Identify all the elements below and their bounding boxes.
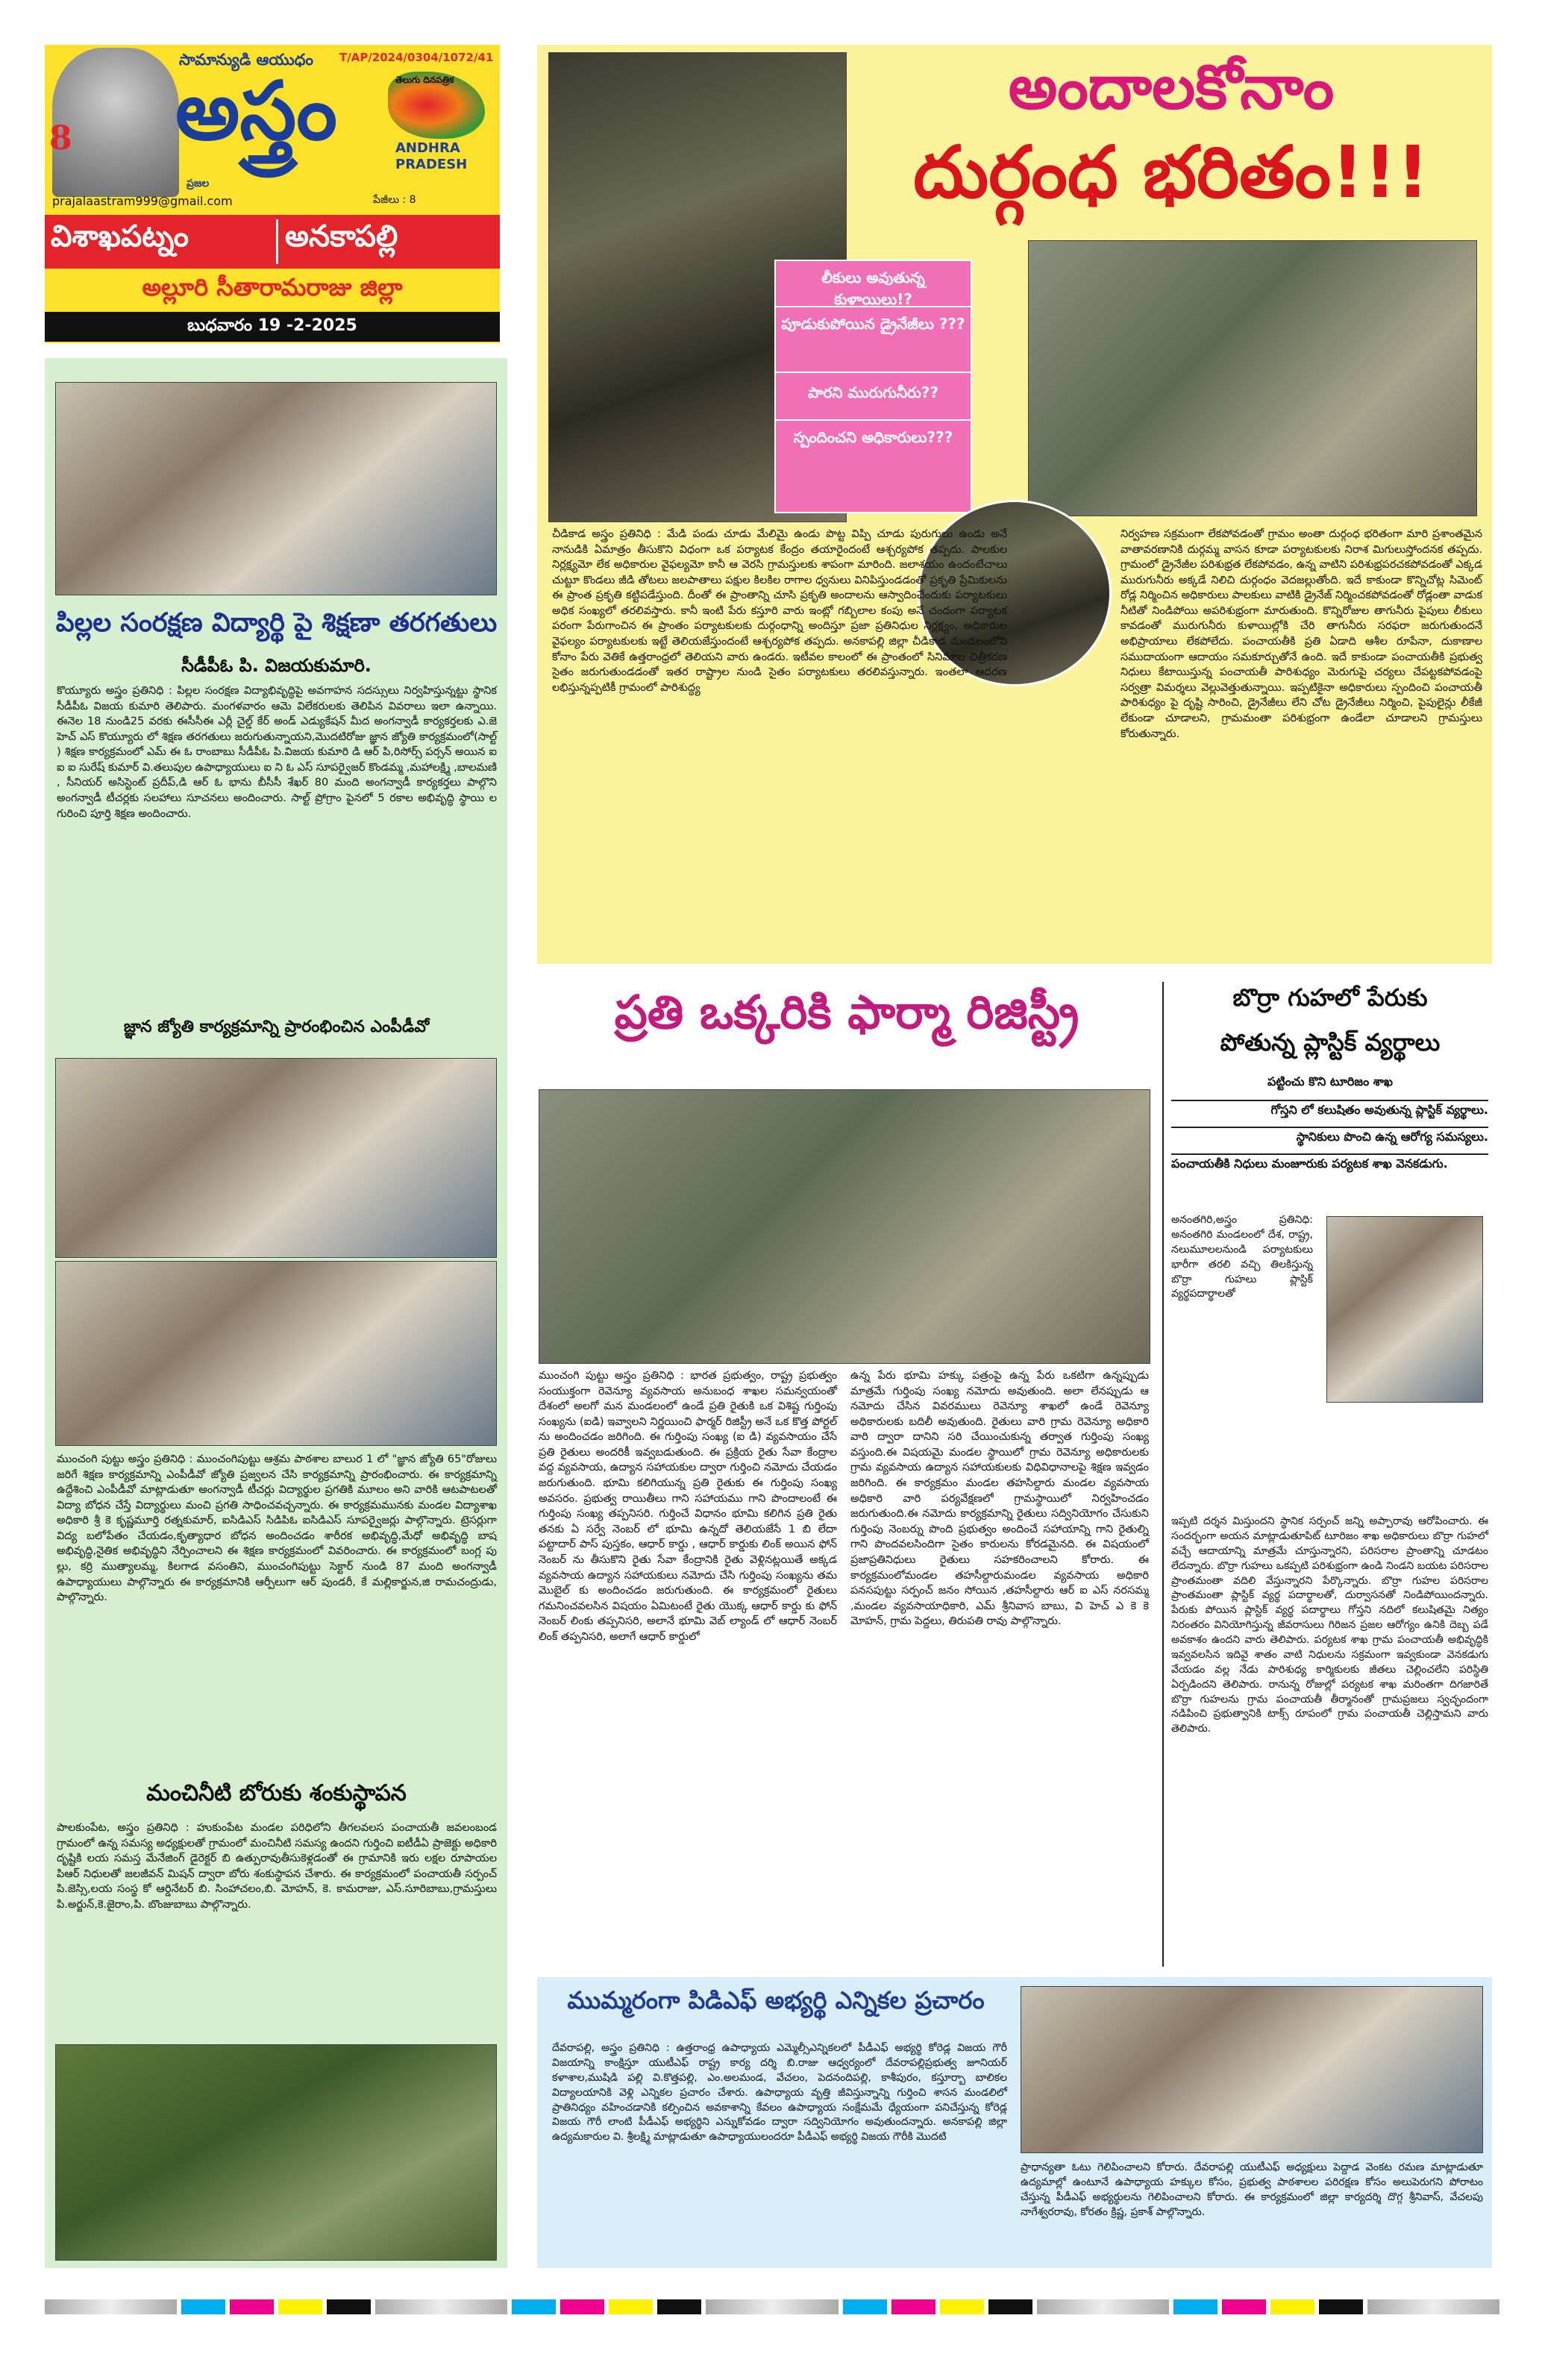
district-divider xyxy=(276,219,278,264)
kona-highlight-4: స్పందించని అధికారులు??? xyxy=(793,428,953,446)
bottom-article-col1: దేవరాపల్లి, అస్త్రం ప్రతినిధి : ఉత్తరాంధ్ర ఉపాధ్యాయ ఎమ్మెల్సీఎన్నికలలో పీడీఎఫ్ అభ్యర్థి కోరెడ్ల విజయ గౌరీ విజయాన్ని కాంక్షిస్తూ యుటీఎఫ్ రాష్ట్ర కార్య దర్శి బి.రాజు ఆధ్వర్యంలో దేవరాపల్లిప్రభుత్వ జూనియర్ కళాశాల,ముషిడి పల్లి వి.కొత్తపల్లి, ఎం.అలమండ, వేచలం, పెదనందిపల్లి, కాశీపురం, కస్తూర్బా బాలికల విద్యాలయానికి వెళ్లి ఎన్నికల ప్రచారం చేశారు. ఉపాధ్యాయ వృత్తి జీవిస్తున్నాన్ని గుర్తించి శాసన మండలిలో ప్రాతినిధ్యం వహించడానికి కల్పించిన అవకాశాన్ని కేవలం ఉపాధ్యాయ సంక్షేమమే ధ్యేయంగా పనిచేస్తున్న కోరెడ్ల విజయ గౌరీ లాంటి పీడీఎఫ్ అభ్యర్థిని ఎన్నుకోవడం ద్వారా సద్వినియోగం అవుతుందన్నారు. అనకాపల్లి జిల్లా ఉద్యమకారుల వి. శ్రీలక్ష్మి మాట్లాడుతూ ఉపాధ్యాయులందరూ పీడీఎఫ్ అభ్యర్థి విజయ గౌరీకి మొదటి xyxy=(552,2042,1007,2143)
photo-pdf-campaign xyxy=(1021,1986,1483,2153)
right-highlight-sep-3 xyxy=(1171,1153,1488,1155)
kona-title-1: అందాలకోనాం xyxy=(1008,52,1335,123)
right-article-title-1: బొర్రా గుహలో పేరుకు xyxy=(1232,983,1428,1012)
issue-date: బుధవారం 19 -2-2025 xyxy=(187,316,357,335)
middle-article-col1: ముంచంగి పుట్టు అస్త్రం ప్రతినిధి : భారత ప్రభుత్వం, రాష్ట్ర ప్రభుత్వం సంయుక్తంగా రెవెన్యూ వ్యవసాయ అనుబంధ శాఖల సమన్వయంతో దేశంలో అలగో మన మండలంలో ఉండే ప్రతి రైతుకి ఒక విశిష్ట గుర్తింపు సంఖ్యను (ఐడి) ఇవ్వాలని నిర్ణయించి ఫార్మర్ రిజిస్ట్రీ అనే ఒక కొత్త పోర్టల్ ను అందించడం జరిగింది. ఈ గుర్తింపు సంఖ్య (ఐ డి) వ్యవసాయం చేసే ప్రతి రైతులు అందరికీ ఇవ్వబడుతుంది. ఈ ప్రక్రియ రైతు సేవా కేంద్రాల వద్ద వ్యవసాయ, ఉద్యాన సహాయకుల ద్వారా గుర్తించి నమోదు చేయడం జరుగుతుంది. భూమి కలిగియున్న ప్రతి రైతుకు ఈ గుర్తింపు సంఖ్య అవసరం. ప్రభుత్వ రాయితీలు గాని సహాయము గాని పొందాలంటే ఈ గుర్తింపు సంఖ్య తప్పనిసరి. గుర్తించే విధానం భూమి కలిగిన ప్రతి రైతు తనకు ఏ సర్వే నెంబర్ లో భూమి ఉన్నదో తెలియజేసే 1 బి లేదా పట్టాదార్ పాస్ పుస్తకం, ఆధార్ కార్డు , ఆధార్ కార్డుకు లింక్ అయిన ఫోన్ నెంబర్ ను తీసుకొని రైతు సేవా కేంద్రానికి రైతు వెళ్లినట్లయితే అక్కడ వ్యవసాయ ఉద్యాన సహాయకులు నమోదు చేసి గుర్తింపు సంఖ్యను తమ మొబైల్ కు అందించడం జరుగుతుంది. ఈ కార్యక్రమంలో రైతులు గమనించవలసిన విషయం ఏమిటంటే రైతు యొక్క ఆధార్ కార్డు కు ఫోన్ నెంబర్ లింకు తప్పనిసరి, అలానే భూమి వెబ్ ల్యాండ్ లో ఆధార్ నెంబర్ లింక్ తప్పనిసరి, అలాగే ఆధార్ కార్డులో xyxy=(539,1370,837,1643)
kona-body-col1: చీడికాడ అస్త్రం ప్రతినిధి : మేడి పండు చూడు మేలిమై ఉండు పొట్ట విప్పి చూడు పురుగులు ఉండు అనే నానుడికి ఏమాత్రం తీసుకొని విధంగా ఒక పర్యాటక కేంద్రం తయారైందంటే ఆశ్చర్యపోక తప్పదు. పాలకుల నిర్లక్ష్యమో లేక అధికారుల వైఫల్యమో కానీ ఆ వెరసి గ్రామస్తులకు శాపంగా మారింది. జలాశయం ఉందంటేచాలు చుట్టూ కొండలు జీడి తోటలు జలపాతాలు పక్షుల కిలకిల రాగాల ధ్వనులు వినిపిస్తుండడంతో ప్రకృతి ప్రేమికులను ఈ ప్రాంత ప్రకృతి కట్టిపడేస్తుంది. దీంతో ఈ ప్రాంతాన్ని చూసి ప్రకృతి అందాలను ఆస్వాదించేందుకు పర్యాటకులు అధిక సంఖ్యలో తరలివస్తారు. కానీ ఇంటి పేరు కస్తూరి వారు ఇంట్లో గబ్బిలాల కంపు అనే చందంగా పర్యాటక పరంగా పేరుగాంచిన ఈ ప్రాంతం పర్యాటకులకు దుర్గంధాన్ని అందిస్తూ ప్రజా ప్రతినిధుల నిర్లక్ష్యం, అధికారుల వైఫల్యం పర్యాటకులకు ఇట్టే తెలియజేస్తుందంటే ఆశ్చర్యపోక తప్పదు. అనకాపల్లి జిల్లా చీడికాడ మండలంలోని కోనాం పేరు వెతికే ఉత్తరాంధ్రలో తెలియని వారు ఉండరు. ఇటీవల కాలంలో ఈ ప్రాంతంలో సినిమాల చిత్రీకరణ సైతం జరుగుతుండడంతో ఇతర రాష్ట్రాల నుండి సైతం పర్యాటకులు తరలివస్తున్నారు. ఇంతలా ఆదరణ లభిస్తున్నప్పటికీ గ్రామంలో పారిశుద్ధ్య xyxy=(552,528,1007,694)
left-article-2-title: జ్ఞాన జ్యోతి కార్యక్రమాన్ని ప్రారంభించిన ఎంపీడీవో xyxy=(123,1018,430,1036)
kona-highlight-1: లీకులు అవుతున్న కుళాయిలు!? xyxy=(776,261,971,307)
kona-body-col2: నిర్వహణ సక్రమంగా లేకపోవడంతో గ్రామం అంతా దుర్గంధ భరితంగా మారి ప్రశాంతమైన వాతావరణానికి దుర్గమ్మ వాసన కూడా పర్యాటకులకు నిరాశ మిగులుస్తోందనక తప్పదు. గ్రామంలో డ్రైనేజీల పరిశుభ్రత లేకపోవడం, ఉన్న వాటిని పరిశుభ్రపరచకపోవడంతో ఎక్కడ మురుగునీరు అక్కడే నిలిచి దుర్గంధం వెదజల్లుతోంది. ఇదే కాకుండా కొన్నిచోట్ల సిమెంట్ రోడ్ల నిర్మించిన అధికారులు పాలకులు వాటికి డ్రైనేజ్ నిర్మించకపోవడంతో రోడ్లంతా వాడుక నీటితో నిండిపోయి అపరిశుభ్రంగా మారుతుంది. కొన్నిరోజుల తాగునీరు పైపులు లీకులు కావడంతో మురుగునీరు కుళాయిల్లోకి చేరి తాగునీరు సరఫరా జరుగుతుందనే అభిప్రాయాలు లేకపోలేదు. పంచాయతీకి ప్రతి ఏడాది ఆశీల రూపేనా, దుకాణాల సముదాయంగా ఆదాయం సమకూర్చుతోనే ఉంది. ఇదే కాకుండా పంచాయతీకి ప్రభుత్వ నిధులు కేటాయిస్తున్న పంచాయతీ పారిశుధ్యం మెరుగుపై చర్యలు చేపట్టకపోవడంపై సర్వత్రా విమర్శలు వెల్లువెత్తుతున్నాయి. ఇప్పటికైనా అధికారులు స్పందించి పంచాయతీ పారిశుధ్యం పై దృష్టి సారించి, డ్రైనేజీలు లేని చోట డ్రైనేజీలు నిర్మించి, పైపులైన్లు లీకేజీ లేకుండా చూడాలని, గ్రామమంతా పరిశుభ్రంగా ఉండేలా చూడాలని గ్రామస్తులు కోరుతున్నారు. xyxy=(1121,528,1482,740)
photo-gnana-jyothi-2 xyxy=(55,1261,497,1446)
bottom-article-title: ముమ్మరంగా పిడిఎఫ్ అభ్యర్థి ఎన్నికల ప్రచారం xyxy=(567,1986,985,2014)
right-highlight-3: స్థానికులు పొంచి ఉన్న ఆరోగ్య సమస్యలు. xyxy=(1296,1130,1488,1144)
color-registration-bar xyxy=(45,2299,1499,2316)
registration-number: T/AP/2024/0304/1072/41 xyxy=(339,51,494,64)
photo-borewell-site xyxy=(55,2044,497,2261)
photo-farmer-registry xyxy=(539,1089,1150,1364)
state-line2: PRADESH xyxy=(395,157,468,172)
right-article-border xyxy=(1162,982,1164,1967)
left-article-2-body: ముంచంగి పుట్టు అస్త్రం ప్రతినిధి : ముంచంగిపుట్టు ఆశ్రమ పాఠశాల బాలుర 1 లో "జ్ఞాన జ్యోతి 65"రోజులు జరిగే శిక్షణ కార్యక్రమాన్ని ఎంపీడీవో జ్యోతి ప్రజ్వలన చేసి కార్యక్రమాన్ని ప్రారంభించారు. ఈ కార్యక్రమాన్ని ఉద్దేశించి ఎంపీడీవో మాట్లాడుతూ అంగన్వాడీ టీచర్లు విద్యార్థుల ప్రగతికి మూలం అని వారికి ఆటపాటలతో విద్యా బోధన చేస్తే విద్యార్థులు మంచి ప్రగతి సాధించవచ్చన్నారు. ఈ కార్యక్రమమునకు మండల విద్యాశాఖ అధికారి శ్రీ కె కృష్ణమూర్తి రత్నకుమార్, ఐసిడిఎస్ సిడిపిఓ ఐసిడిఎస్ సూపర్వైజర్లు పాల్గొన్నారు. ట్రెసర్లుగా విద్య బలోపేతం చేయడం,కృత్యాధార బోధన అందించడం శారీరక అభివృద్ధి,మేధో అభివృద్ధి బాష అభివృద్ధి,నైతిక అభివృద్ధిని నేర్పించాలని ఈ శిక్షణ కార్యక్రమంలో వివరించారు. ఈ కార్యక్రమంలో బంగ్ల పు ల్లు, కర్రి ముత్యాలమ్మ, కిలగాడ వసంతిని, ముంచంగిపుట్టు సెక్టార్ నుండి 87 మంది అంగన్వాడీ ఉపాధ్యాయులు పాల్గొన్నారు ఈ కార్యక్రమానికి ఆర్పీలుగా ఆర్ పుండరీ, కే మల్లికార్జున,జి రామచంద్రుడు, పాల్గొన్నారు. xyxy=(57,1453,497,1604)
state-label-te: తెలుగు దినపత్రిక xyxy=(395,75,454,85)
right-highlight-4: పంచాయతీకి నిధులు మంజూరుకు పర్యటక శాఖ వెనకడుగు. xyxy=(1171,1156,1448,1171)
page-info: పేజీలు : 8 xyxy=(373,194,416,206)
masthead xyxy=(45,45,500,343)
right-highlight-sep-1 xyxy=(1171,1100,1488,1101)
district-3: అల్లూరి సీతారామరాజు జిల్లా xyxy=(142,273,403,301)
date-bar xyxy=(45,312,500,342)
left-article-1-title: పిల్లల సంరక్షణ విద్యార్థి పై శిక్షణా తరగతులు xyxy=(55,608,498,638)
middle-article-col2: ఉన్న పేరు భూమి హక్కు పత్రంపై ఉన్న పేరు ఒకటిగా ఉన్నప్పుడు మాత్రమే గుర్తింపు సంఖ్య నమోదు అవుతుంది. అలా లేనప్పుడు ఆ నమోదు చేసిన వివరములు రెవెన్యూ శాఖలో ఉండే రెవెన్యూ అధికారులకు బదిలీ అవుతుంది. రైతులు వారి గ్రామ రెవెన్యూ అధికారి వారి ద్వారా దానిని సరి చేయించుకున్న తర్వాత గుర్తింపు సంఖ్య వస్తుంది.ఈ విషయమై మండల స్థాయిలో గ్రామ రెవెన్యూ అధికారులకు గ్రామ వ్యవసాయ ఉద్యాన సహాయకులకు విధివిధానాలపై శిక్షణ ఇవ్వడం జరిగింది. ఈ కార్యక్రమం మండల తహసిల్దారు మండల వ్యవసాయ అధికారి వారి పర్యవేక్షణలో గ్రామస్థాయిలో నిర్వహించడం జరుగుతుంది.ఈ నమోదు కార్యక్రమాన్ని రైతులు సద్వినియోగం చేసుకుని గుర్తింపు నెంబర్ను పొంది ప్రభుత్వం అందించే సహాయాన్ని గాని రైతుల్ని గాని పొందవలసిందిగా సైతం కారులను కోరడమైనది. ఈ విషయంలో ప్రజాప్రతినిధులు రైతులు సహకరించాలని కోరారు. ఈ కార్యక్రమంలోమండల తహసీల్దారుమండల వ్యవసాయ అధికారి పనసపుట్టు సర్పంచ్ జనం సోయిన ,తహసీల్దారు ఆర్ ఐ ఎస్ నరసమ్మ ,మండల వ్యవసాయాధికారి, ఎమ్ శ్రీనివాస బాబు, వి హెచ్ ఎ కె కె మోహన్, గ్రామ పెద్దలు, తిరుపతి రావు పాల్గొన్నారు. xyxy=(850,1370,1149,1628)
masthead-tagline: సామాన్యుడి ఆయుధం xyxy=(179,51,314,69)
district-1: విశాఖపట్నం xyxy=(51,219,189,254)
kona-highlight-box xyxy=(774,260,972,513)
paper-name: అస్త్రం xyxy=(175,65,337,158)
right-article-title-2: పోతున్న ప్లాస్టిక్ వ్యర్థాలు xyxy=(1220,1028,1441,1056)
photo-drain-2 xyxy=(1028,240,1477,516)
kona-title-2: దుర్గంధ భరితం!!! xyxy=(913,131,1429,214)
masthead-email: prajalaastram999@gmail.com xyxy=(52,194,233,208)
district-bar xyxy=(45,215,500,269)
kona-highlight-3: పారని మురుగునీరు?? xyxy=(776,373,971,421)
state-line1: ANDHRA xyxy=(395,140,460,156)
paper-sub: ప్రజల xyxy=(187,178,210,190)
right-article-intro: అనంతగిరి,అస్త్రం ప్రతినిధి: అనంతగిరి మండలంలో దేశ, రాష్ట్ర, నలుమూలలనుండి పర్యాటకులు భారీగా తరలి వచ్చి తిలకిస్తున్న బొర్రా గుహలు ప్లాస్టిక్ వ్యర్థపదార్థాలతో xyxy=(1171,1214,1313,1300)
left-article-1-subtitle: సీడీపీఓ పి. విజయకుమారి. xyxy=(181,655,372,676)
photo-sarpanch xyxy=(1326,1216,1483,1403)
left-article-3-title: మంచినీటి బోరుకు శంకుస్థాపన xyxy=(146,1780,407,1806)
kona-highlight-2: పూడుకుపోయిన డ్రైనేజీలు ??? xyxy=(776,307,971,373)
photo-training-class xyxy=(55,382,497,595)
right-highlight-2: గోస్తని లో కలుషితం అవుతున్న ప్లాస్టిక్ వ్యర్థాలు. xyxy=(1270,1103,1488,1117)
district-2: అనకాపల్లి xyxy=(285,219,398,254)
bottom-article-col2: ప్రాధాన్యతా ఓటు గెలిపించాలని కోరారు. దేవరాపల్లి యుటీఎఫ్ అధ్యక్షులు పెద్దాడ వెంకట రమణ మాట్లాడుతూ ఉద్యమాల్లో ఉంటూనే ఉపాధ్యాయ హక్కుల కోసం, ప్రభుత్వ పాఠశాలల పరిరక్షణ కోసం అలుపెరుగని పోరాటం చేస్తున్న పీడీఎఫ్ అభ్యర్థులను గెలిపించాలని కోరారు. ఈ కార్యక్రమంలో జిల్లా కార్యదర్శి దొగ్గ శ్రీనివాస్, వేచలపు నాగేశ్వరరావు, కోరతం క్రిష్ణ, ప్రకాశ్ పాల్గొన్నారు. xyxy=(1021,2161,1483,2218)
photo-gnana-jyothi-1 xyxy=(55,1058,497,1258)
page-number: 8 xyxy=(49,119,72,157)
right-highlight-sep-2 xyxy=(1171,1127,1488,1128)
left-article-1-body: కొయ్యూరు అస్త్రం ప్రతినిధి : పిల్లల సంరక్షణ విద్యాభివృద్ధిపై అవగాహన సదస్సులు నిర్వహిస్తున్నట్టు స్థానిక సీడీపీఓ విజయ కుమారి తెలిపారు. మంగళవారం ఆమె విలేకరులకు తెలిపిన వివరాలు ఇలా ఉన్నాయి. ఈనెల 18 నుండి25 వరకు ఈసీసీఈ ఎర్లీ చైల్డ్ కేర్ అండ్ ఎడ్యుకేషన్ మీద అంగన్వాడీ కార్యకర్తలకు ఎ.జె హెచ్ ఎస్ కొయ్యూరు లో శిక్షణ తరగతులు జరుగుతున్నాయని,మొదటిరోజు జ్ఞాన జ్యోతి కార్యక్రమంలో(సాల్ట్ ) శిక్షణ కార్యక్రమంలో ఎమ్ ఈ ఓ రాంబాబు సీడీపీఓ పి.విజయ కుమారి డి ఆర్ పి,రిసోర్స్ పర్సన్ అయిన ఐ ఐ ఐ సురేష్ కుమార్ వి.తలుపుల ఉపాధ్యాయులు ఐ ని ఓ ఎస్ సూపర్వైజర్ కొండమ్మ ,మహాలక్ష్మి ,బాలమణి , సీనియర్ అసిస్టెంట్ ప్రదీప్,డి ఆర్ ఓ భాను బీసీసీ శేఖర్ 80 మంది అంగన్వాడీ కార్యకర్తలు పాల్గొని అంగన్వాడీ టీచర్లకు సలహాలు సూచనలు అందించారు. సాల్ట్ ప్రోగ్రాం పైనలో 5 రకాల అభివృద్ధి స్థాయి ల గురించి పూర్తి శిక్షణ అందించారు. xyxy=(57,685,498,820)
right-highlight-1: పట్టించు కొని టూరిజం శాఖ xyxy=(1267,1074,1393,1089)
middle-article-title: ప్రతి ఒక్కరికి ఫార్మా రిజిస్ట్రీ xyxy=(614,985,1079,1039)
right-article-body: ఇప్పటి దర్శన మిస్తుందని స్థానిక సర్పంచ్ జన్ని అప్పారావు ఆరోపించారు. ఈ సందర్భంగా అయన మాట్లాడుతూపిట్ టూరిజం శాఖ అధికారులు బొర్రా గుహలో వచ్చే ఆదాయాన్ని మాత్రమే చూస్తున్నారని, పరిసరాల ప్రాంతాన్ని చూడటం లేదన్నారు. బొర్రా గుహలు ఒకప్పటి పరిశుభ్రంగా ఉండి నిండని బయట పరిసరాల ప్రాంతమంతా వదిలి వేస్తున్నారని పేర్కొన్నారు. బొర్రా గుహల పరిసరాల ప్రాంతమంతా ప్లాస్టిక్ వ్యర్థ పదార్థాలతో, దుర్వాసనతో నిండిపోయిందన్నారు. పేరుకు పోయిన ప్లాస్టిక్ వ్యర్థ పదార్థాలు గోస్తని నదిలో కలుషితమై నిత్యం నిరంతరం వినియోగిస్తున్న జీవరాసులు గిరిజన ప్రజల ఆరోగ్యం ఉనికి దెబ్బ పడే అవకాశం ఉందని వారు తెలిపారు. పర్యటక శాఖ గ్రామ పంచాయతీ అభివృద్ధికి ఇవ్వవలసిన ఇదివై శాతం వాటి నిధులను సక్రమంగా ఇవ్వకుండా వెనకడుగు వేయడం వల్ల నేడు పారిశుధ్య కార్మికులకు జీతలు చెల్లించలేని పరిస్థితి ఏర్పడిందని తెలిపారు. రానున్న రోజుల్లో పర్యటక శాఖ మరింతగా దిగజారితే బొర్రా గుహలను గ్రామ పంచాయతీ తీర్మానంతో గ్రామప్రజలు స్వచ్ఛందంగా నడిపించి ప్రభుత్వానికి టాక్స్ రూపంలో గ్రామ పంచాయతీ చెల్లిస్తామని వారు తెలిపారు. xyxy=(1171,1515,1488,1735)
left-article-3-body: పాలకుంపేట, అస్త్రం ప్రతినిధి : హుకుంపేట మండల పరిధిలోని తీగలవలస పంచాయతీ జవలంబండ గ్రామంలో ఉన్న సమస్య అధ్యక్షులతో గ్రామంలో మంచినీటి సమస్య ఉందని గుర్తించి ఐటీడీఏ ప్రాజెక్టు అధికారి దృష్టికి లయ సమస్త మేనేజింగ్ డైరెక్టర్ బి ఉత్పురావుతీసుకెళ్లడంతో ఈ గ్రామానికి ఇరు లక్షల రూపాయల పిఆర్ నిధులతో జలజీవన్ మిషన్ ద్వారా బోరు శంకుస్థాపన చేశారు. ఈ కార్యక్రమంలో పంచాయతీ సర్పంచ్ పి.జెస్సి,లయ సంస్థ కో ఆర్డినేటర్ బి. సింహాచలం,బి. మోహన్, కె. కామరాజు, ఎస్.సూరిబాబు,గ్రామస్తులు పి.అర్జున్,కె.జైరాం,పి. బొంజుబాబు పాల్గొన్నారు. xyxy=(57,1822,497,1911)
